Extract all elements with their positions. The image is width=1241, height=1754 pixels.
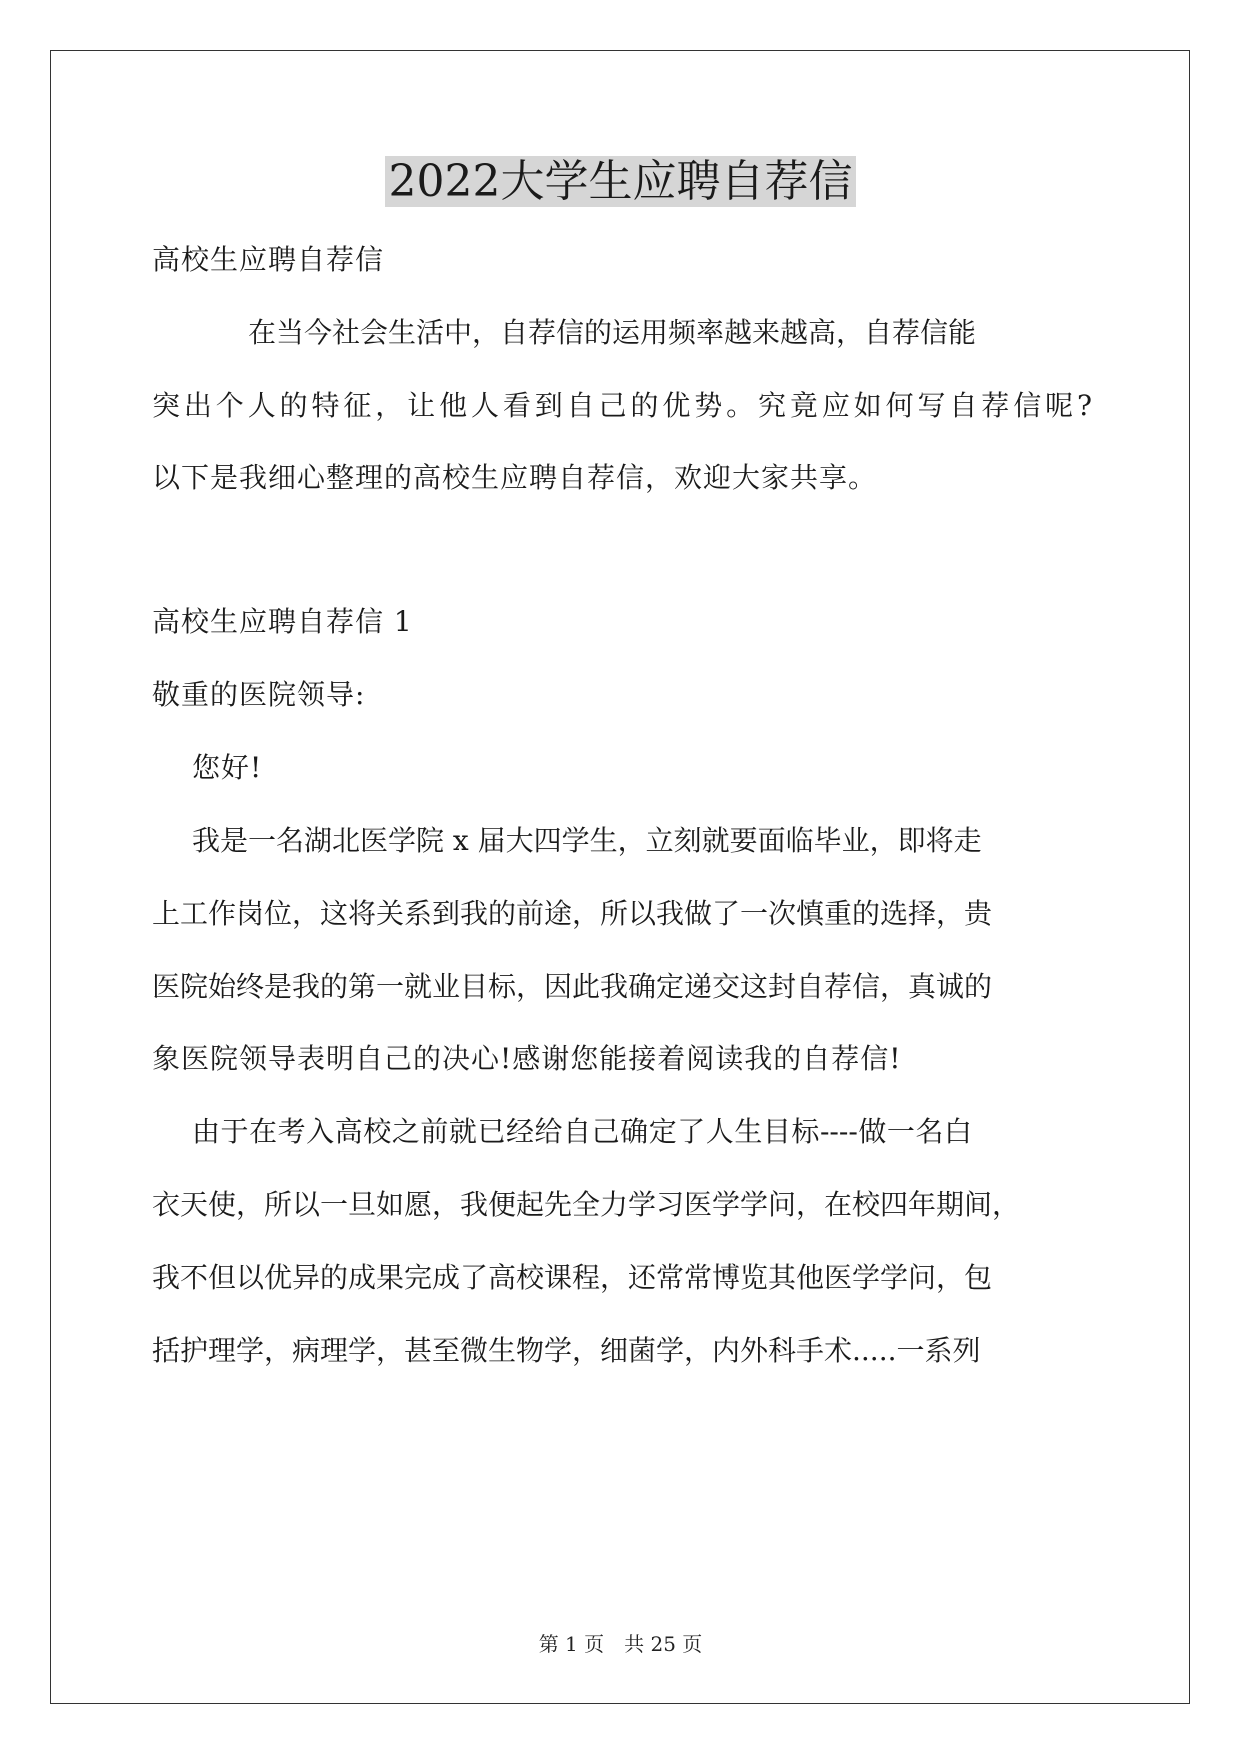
salutation: 敬重的医院领导:: [152, 678, 366, 711]
paragraph2-line-2: 衣天使，所以一旦如愿，我便起先全力学习医学学问，在校四年期间，: [152, 1188, 1021, 1221]
paragraph2-line-4: 括护理学，病理学，甚至微生物学，细菌学，内外科手术.....一系列: [152, 1334, 981, 1367]
document-title: [0, 152, 1241, 212]
section-heading: 高校生应聘自荐信 1: [152, 605, 413, 638]
document-title-text: 2022大学生应聘自荐信: [385, 156, 857, 207]
paragraph1-line-4: 象医院领导表明自己的决心!感谢您能接着阅读我的自荐信!: [152, 1042, 902, 1075]
paragraph1-line-3: 医院始终是我的第一就业目标，因此我确定递交这封自荐信，真诚的: [152, 970, 993, 1003]
paragraph1-line-1: 我是一名湖北医学院 x 届大四学生，立刻就要面临毕业，即将走: [192, 824, 982, 857]
subtitle: 高校生应聘自荐信: [152, 243, 385, 276]
page-border: [50, 50, 1190, 1704]
greeting: 您好!: [192, 751, 263, 784]
intro-line-2: 突出个人的特征，让他人看到自己的优势。究竟应如何写自荐信呢?: [152, 389, 1092, 422]
paragraph2-line-3: 我不但以优异的成果完成了高校课程，还常常博览其他医学学问，包: [152, 1261, 993, 1294]
paragraph1-line-2: 上工作岗位，这将关系到我的前途，所以我做了一次慎重的选择，贵: [152, 897, 993, 930]
intro-line-1: 在当今社会生活中，自荐信的运用频率越来越高，自荐信能: [248, 316, 977, 349]
paragraph2-line-1: 由于在考入高校之前就已经给自己确定了人生目标----做一名白: [192, 1115, 972, 1148]
page-number-footer: 第 1 页 共 25 页: [538, 1632, 703, 1656]
intro-line-3: 以下是我细心整理的高校生应聘自荐信，欢迎大家共享。: [152, 461, 878, 494]
